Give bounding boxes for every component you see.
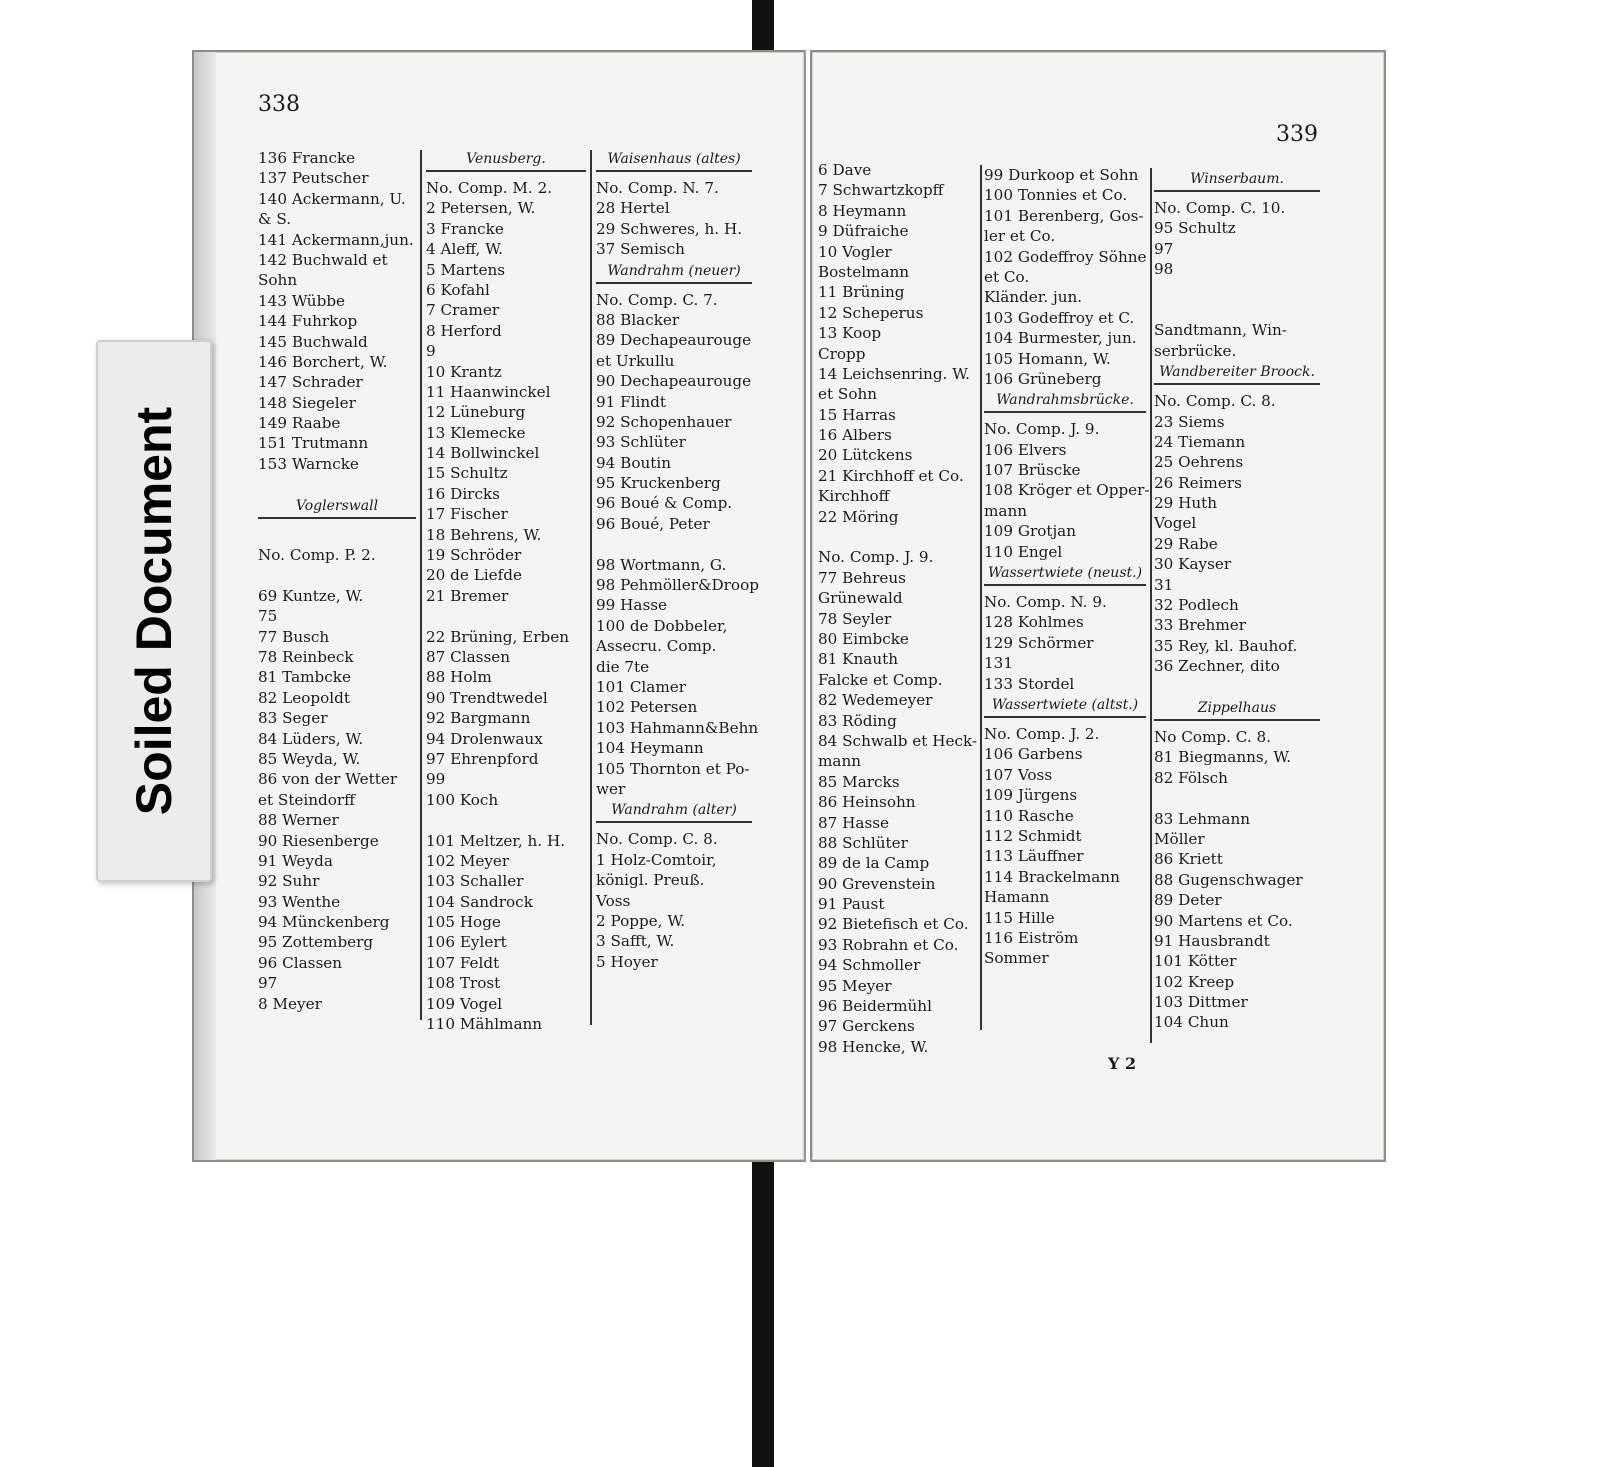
directory-entry: Bostelmann bbox=[818, 262, 910, 281]
directory-entry: 137 Peutscher bbox=[258, 169, 369, 188]
directory-entry: 84 Schwalb et Heck- bbox=[818, 731, 978, 750]
directory-entry: 107 Brüscke bbox=[984, 461, 1081, 480]
spacer bbox=[258, 565, 416, 585]
directory-entry: 13 Klemecke bbox=[426, 423, 526, 442]
directory-entry: 28 Hertel bbox=[596, 199, 670, 218]
directory-entry: 95 Zottemberg bbox=[258, 933, 374, 952]
directory-entry: 92 Bietefisch et Co. bbox=[818, 915, 969, 934]
directory-entry: 141 Ackermann,jun. bbox=[258, 230, 414, 249]
directory-entry: 2 Poppe, W. bbox=[596, 911, 686, 930]
spacer bbox=[596, 534, 752, 554]
spacer bbox=[1154, 677, 1320, 697]
directory-entry: 78 Reinbeck bbox=[258, 647, 354, 666]
directory-entry: 25 Oehrens bbox=[1154, 453, 1244, 472]
directory-entry: et Sohn bbox=[818, 385, 878, 404]
directory-entry: 105 Homann, W. bbox=[984, 349, 1111, 368]
directory-entry: 30 Kayser bbox=[1154, 555, 1232, 574]
directory-entry: 90 Grevenstein bbox=[818, 874, 936, 893]
directory-entry: 110 Engel bbox=[984, 542, 1063, 561]
binding-strip-bottom bbox=[752, 1150, 774, 1467]
directory-entry: 99 Durkoop et Sohn bbox=[984, 166, 1139, 184]
directory-entry: 89 de la Camp bbox=[818, 854, 930, 873]
directory-entry: 142 Buchwald et bbox=[258, 250, 388, 269]
directory-entry: 146 Borchert, W. bbox=[258, 352, 388, 371]
directory-entry: 12 Lüneburg bbox=[426, 403, 526, 422]
directory-entry: 93 Robrahn et Co. bbox=[818, 935, 959, 954]
directory-entry: 102 Kreep bbox=[1154, 972, 1235, 991]
directory-entry: 7 Cramer bbox=[426, 301, 500, 320]
directory-entry: 18 Behrens, W. bbox=[426, 525, 542, 544]
directory-entry: Möller bbox=[1154, 829, 1205, 848]
directory-entry: 78 Seyler bbox=[818, 609, 892, 628]
directory-entry: 112 Schmidt bbox=[984, 826, 1082, 845]
directory-entry: 5 Hoyer bbox=[596, 952, 658, 971]
directory-entry: 33 Brehmer bbox=[1154, 616, 1246, 635]
directory-entry: 92 Bargmann bbox=[426, 709, 531, 728]
directory-entry: 115 Hille bbox=[984, 908, 1055, 927]
directory-entry: 90 Dechapeaurouge bbox=[596, 372, 752, 391]
directory-entry: 2 Petersen, W. bbox=[426, 199, 536, 218]
directory-entry: No Comp. C. 8. bbox=[1154, 727, 1272, 746]
directory-entry: 15 Harras bbox=[818, 405, 896, 424]
directory-entry: 98 Hencke, W. bbox=[818, 1037, 929, 1056]
directory-entry: 21 Bremer bbox=[426, 586, 509, 605]
directory-entry: 31 bbox=[1154, 575, 1174, 594]
directory-entry: 95 Schultz bbox=[1154, 219, 1236, 238]
directory-entry: Voss bbox=[596, 891, 631, 910]
directory-entry: 105 Hoge bbox=[426, 913, 501, 932]
directory-entry: 96 Boué & Comp. bbox=[596, 494, 733, 513]
directory-entry: Assecru. Comp. bbox=[596, 637, 717, 656]
directory-entry: 102 Meyer bbox=[426, 851, 510, 870]
spacer bbox=[258, 474, 416, 494]
directory-entry: 10 Krantz bbox=[426, 362, 502, 381]
directory-entry: No. Comp. C. 10. bbox=[1154, 199, 1286, 217]
directory-entry: Vogel bbox=[1154, 514, 1197, 533]
directory-entry: Sohn bbox=[258, 271, 298, 290]
directory-entry: 3 Safft, W. bbox=[596, 932, 675, 951]
directory-entry: 97 Gerckens bbox=[818, 1017, 915, 1036]
directory-entry: 97 bbox=[1154, 239, 1174, 258]
directory-entry: 77 Busch bbox=[258, 627, 330, 646]
section-heading: Wassertwiete (altst.) bbox=[984, 694, 1146, 718]
directory-entry: 129 Schörmer bbox=[984, 633, 1094, 652]
directory-entry: 6 Kofahl bbox=[426, 280, 490, 299]
directory-entry: 14 Leichsenring. W. bbox=[818, 364, 970, 383]
directory-entry: wer bbox=[596, 779, 626, 798]
directory-entry: 69 Kuntze, W. bbox=[258, 586, 364, 605]
section-heading: Wandrahm (neuer) bbox=[596, 260, 752, 284]
section-heading: Wandrahmsbrücke. bbox=[984, 389, 1146, 413]
directory-entry: 100 Koch bbox=[426, 790, 499, 809]
directory-entry: 143 Wübbe bbox=[258, 291, 346, 310]
directory-entry: 133 Stordel bbox=[984, 674, 1075, 693]
directory-entry: 98 Pehmöller&Droop bbox=[596, 576, 759, 595]
directory-entry: 88 Blacker bbox=[596, 310, 680, 329]
directory-entry: 113 Läuffner bbox=[984, 847, 1084, 866]
directory-entry: 11 Haanwinckel bbox=[426, 382, 551, 401]
directory-entry: 82 Leopoldt bbox=[258, 688, 350, 707]
directory-entry: 8 Heymann bbox=[818, 201, 907, 220]
directory-entry: 98 bbox=[1154, 260, 1174, 279]
directory-entry: 82 Wedemeyer bbox=[818, 691, 933, 710]
directory-entry: 95 Kruckenberg bbox=[596, 474, 721, 493]
section-heading: Waisenhaus (altes) bbox=[596, 148, 752, 172]
directory-entry: 6 Dave bbox=[818, 161, 872, 179]
directory-entry: Grünewald bbox=[818, 589, 903, 608]
spacer bbox=[1154, 300, 1320, 320]
directory-entry: 81 Biegmanns, W. bbox=[1154, 748, 1292, 767]
spacer bbox=[818, 527, 976, 547]
section-heading: Wandrahm (alter) bbox=[596, 799, 752, 823]
section-heading: Wassertwiete (neust.) bbox=[984, 562, 1146, 586]
section-heading: Zippelhaus bbox=[1154, 697, 1320, 721]
directory-entry: 108 Trost bbox=[426, 974, 501, 993]
directory-entry: 99 bbox=[426, 770, 446, 789]
directory-entry: 96 Beidermühl bbox=[818, 997, 932, 1016]
directory-entry: 32 Podlech bbox=[1154, 596, 1239, 615]
directory-entry: Kländer. jun. bbox=[984, 288, 1083, 307]
directory-entry: 13 Koop bbox=[818, 324, 882, 343]
directory-entry: 91 Flindt bbox=[596, 392, 667, 411]
directory-entry: 97 bbox=[258, 974, 278, 993]
directory-entry: 9 bbox=[426, 342, 436, 361]
directory-entry: 9 Düfraiche bbox=[818, 222, 909, 241]
directory-entry: 84 Lüders, W. bbox=[258, 729, 364, 748]
section-heading: Winserbaum. bbox=[1154, 168, 1320, 192]
directory-entry: 103 Hahmann&Behn bbox=[596, 718, 759, 737]
directory-entry: 93 Wenthe bbox=[258, 892, 341, 911]
directory-entry: 90 Martens et Co. bbox=[1154, 911, 1293, 930]
spacer bbox=[426, 606, 586, 626]
column-divider bbox=[420, 150, 422, 1020]
directory-entry: 81 Tambcke bbox=[258, 668, 351, 687]
directory-entry: 21 Kirchhoff et Co. bbox=[818, 466, 964, 485]
directory-entry: 29 Huth bbox=[1154, 494, 1218, 513]
directory-entry: 110 Mählmann bbox=[426, 1015, 543, 1034]
directory-entry: 94 Schmoller bbox=[818, 956, 921, 975]
directory-entry: et Steindorff bbox=[258, 790, 355, 809]
directory-entry: 104 Chun bbox=[1154, 1013, 1229, 1032]
directory-entry: 104 Burmester, jun. bbox=[984, 329, 1137, 348]
directory-entry: 10 Vogler bbox=[818, 242, 892, 261]
directory-entry: 89 Deter bbox=[1154, 891, 1222, 910]
section-heading: Voglerswall bbox=[258, 495, 416, 519]
directory-entry: 136 Francke bbox=[258, 149, 356, 167]
directory-entry: 92 Suhr bbox=[258, 872, 320, 891]
directory-entry: 82 Fölsch bbox=[1154, 768, 1228, 787]
directory-entry: 94 Münckenberg bbox=[258, 913, 390, 932]
directory-entry: 83 Röding bbox=[818, 711, 897, 730]
directory-entry: 83 Lehmann bbox=[1154, 809, 1251, 828]
directory-entry: 7 Schwartzkopff bbox=[818, 181, 944, 200]
column-divider bbox=[980, 165, 982, 1030]
directory-entry: 92 Schopenhauer bbox=[596, 412, 732, 431]
directory-entry: 86 Kriett bbox=[1154, 850, 1223, 869]
directory-entry: No. Comp. N. 9. bbox=[984, 593, 1107, 612]
directory-entry: 103 Schaller bbox=[426, 872, 524, 891]
directory-entry: 17 Fischer bbox=[426, 505, 508, 524]
directory-entry: 90 Trendtwedel bbox=[426, 688, 548, 707]
directory-entry: Cropp bbox=[818, 344, 866, 363]
directory-entry: 3 Francke bbox=[426, 219, 504, 238]
directory-entry: 86 Heinsohn bbox=[818, 793, 916, 812]
directory-entry: 97 Ehrenpford bbox=[426, 749, 539, 768]
directory-entry: 20 de Liefde bbox=[426, 566, 522, 585]
directory-entry: 101 Berenberg, Gos- bbox=[984, 206, 1144, 225]
directory-entry: 22 Brüning, Erben bbox=[426, 627, 569, 646]
directory-entry: serbrücke. bbox=[1154, 341, 1237, 360]
directory-entry: 106 Elvers bbox=[984, 440, 1067, 459]
directory-entry: 91 Paust bbox=[818, 895, 885, 914]
directory-entry: königl. Preuß. bbox=[596, 871, 705, 890]
directory-entry: No. Comp. C. 8. bbox=[596, 830, 718, 849]
left-page-number: 338 bbox=[258, 92, 300, 117]
directory-entry: 16 Albers bbox=[818, 426, 892, 445]
directory-entry: mann bbox=[984, 501, 1028, 520]
directory-entry: 8 Herford bbox=[426, 321, 502, 340]
directory-entry: 23 Siems bbox=[1154, 412, 1225, 431]
directory-entry: 5 Martens bbox=[426, 260, 506, 279]
directory-entry: 96 Boué, Peter bbox=[596, 514, 710, 533]
directory-entry: 15 Schultz bbox=[426, 464, 508, 483]
directory-entry: 105 Thornton et Po- bbox=[596, 759, 750, 778]
directory-entry: Sandtmann, Win- bbox=[1154, 321, 1287, 340]
spacer bbox=[1154, 788, 1320, 808]
stamp-text: Soiled Document bbox=[126, 406, 182, 816]
directory-entry: 98 Wortmann, G. bbox=[596, 555, 727, 574]
directory-entry: 109 Jürgens bbox=[984, 786, 1078, 805]
right-column-3 bbox=[1154, 168, 1320, 1033]
directory-entry: No. Comp. P. 2. bbox=[258, 546, 376, 565]
directory-entry: 102 Petersen bbox=[596, 698, 698, 717]
directory-entry: et Urkullu bbox=[596, 351, 675, 370]
right-column-2 bbox=[984, 165, 1150, 969]
directory-entry: 107 Voss bbox=[984, 765, 1053, 784]
left-column-2 bbox=[426, 148, 586, 1034]
directory-entry: 75 bbox=[258, 607, 278, 626]
directory-entry: 88 Holm bbox=[426, 668, 492, 687]
directory-entry: 140 Ackermann, U. bbox=[258, 189, 406, 208]
directory-entry: 101 Kötter bbox=[1154, 952, 1237, 971]
directory-entry: 88 Werner bbox=[258, 811, 339, 830]
directory-entry: 4 Aleff, W. bbox=[426, 240, 503, 259]
left-column-3 bbox=[596, 148, 759, 972]
directory-entry: 94 Boutin bbox=[596, 453, 671, 472]
directory-entry: 85 Marcks bbox=[818, 772, 900, 791]
directory-entry: 77 Behreus bbox=[818, 568, 906, 587]
right-page-number: 339 bbox=[1276, 122, 1318, 147]
signature-mark: Y 2 bbox=[1108, 1054, 1137, 1073]
directory-entry: 104 Sandrock bbox=[426, 892, 533, 911]
directory-entry: 144 Fuhrkop bbox=[258, 312, 358, 331]
directory-entry: 106 Grüneberg bbox=[984, 369, 1102, 388]
directory-entry: Hamann bbox=[984, 888, 1050, 907]
spacer bbox=[258, 525, 416, 545]
directory-entry: 106 Eylert bbox=[426, 933, 507, 952]
directory-entry: & S. bbox=[258, 210, 292, 229]
directory-entry: No. Comp. J. 2. bbox=[984, 724, 1100, 743]
directory-entry: 128 Kohlmes bbox=[984, 613, 1084, 632]
directory-entry: Falcke et Comp. bbox=[818, 670, 943, 689]
directory-entry: 131 bbox=[984, 654, 1013, 673]
directory-entry: 8 Meyer bbox=[258, 994, 322, 1013]
directory-entry: 114 Brackelmann bbox=[984, 867, 1120, 886]
soiled-document-stamp bbox=[96, 340, 212, 882]
directory-entry: 96 Classen bbox=[258, 953, 343, 972]
directory-entry: 94 Drolenwaux bbox=[426, 729, 543, 748]
directory-entry: 87 Hasse bbox=[818, 813, 890, 832]
directory-entry: 109 Grotjan bbox=[984, 522, 1077, 541]
directory-entry: 87 Classen bbox=[426, 647, 511, 666]
directory-entry: No. Comp. C. 7. bbox=[596, 290, 718, 309]
directory-entry: 37 Semisch bbox=[596, 240, 685, 259]
directory-entry: 108 Kröger et Opper- bbox=[984, 481, 1150, 500]
directory-entry: 153 Warncke bbox=[258, 454, 359, 473]
directory-entry: 149 Raabe bbox=[258, 414, 341, 433]
directory-entry: 110 Rasche bbox=[984, 806, 1074, 825]
directory-entry: mann bbox=[818, 752, 862, 771]
directory-entry: 148 Siegeler bbox=[258, 393, 356, 412]
directory-entry: No. Comp. M. 2. bbox=[426, 179, 553, 197]
directory-entry: 14 Bollwinckel bbox=[426, 444, 540, 463]
column-divider bbox=[1150, 168, 1152, 1043]
directory-entry: 80 Eimbcke bbox=[818, 629, 909, 648]
directory-entry: 36 Zechner, dito bbox=[1154, 657, 1280, 676]
directory-entry: 35 Rey, kl. Bauhof. bbox=[1154, 636, 1298, 655]
directory-entry: 81 Knauth bbox=[818, 650, 899, 669]
column-divider bbox=[590, 150, 592, 1025]
directory-entry: 90 Riesenberge bbox=[258, 831, 379, 850]
directory-entry: 147 Schrader bbox=[258, 373, 363, 392]
directory-entry: 91 Hausbrandt bbox=[1154, 931, 1270, 950]
section-heading: Wandbereiter Broock. bbox=[1154, 361, 1320, 385]
directory-entry: 88 Schlüter bbox=[818, 833, 908, 852]
directory-entry: 151 Trutmann bbox=[258, 434, 369, 453]
spacer bbox=[426, 810, 586, 830]
directory-entry: 101 Meltzer, h. H. bbox=[426, 831, 566, 850]
directory-entry: 85 Weyda, W. bbox=[258, 749, 361, 768]
directory-entry: No. Comp. N. 7. bbox=[596, 179, 719, 197]
directory-entry: 19 Schröder bbox=[426, 546, 522, 565]
section-heading: Venusberg. bbox=[426, 148, 586, 172]
directory-entry: Kirchhoff bbox=[818, 487, 890, 506]
directory-entry: 101 Clamer bbox=[596, 677, 686, 696]
directory-entry: 100 de Dobbeler, bbox=[596, 616, 728, 635]
directory-entry: 103 Godeffroy et C. bbox=[984, 308, 1135, 327]
directory-entry: 104 Heymann bbox=[596, 739, 704, 758]
right-column-1 bbox=[818, 160, 976, 1057]
directory-entry: 91 Weyda bbox=[258, 851, 333, 870]
directory-entry: 89 Dechapeaurouge bbox=[596, 331, 752, 350]
directory-entry: 93 Schlüter bbox=[596, 433, 686, 452]
directory-entry: 29 Schweres, h. H. bbox=[596, 219, 743, 238]
directory-entry: 95 Meyer bbox=[818, 976, 892, 995]
spacer bbox=[1154, 280, 1320, 300]
directory-entry: 103 Dittmer bbox=[1154, 993, 1248, 1012]
directory-entry: Sommer bbox=[984, 949, 1049, 968]
directory-entry: No. Comp. J. 9. bbox=[984, 420, 1100, 439]
directory-entry: 107 Feldt bbox=[426, 953, 500, 972]
directory-entry: 86 von der Wetter bbox=[258, 770, 398, 789]
directory-entry: 109 Vogel bbox=[426, 994, 503, 1013]
directory-entry: 29 Rabe bbox=[1154, 534, 1218, 553]
directory-entry: 83 Seger bbox=[258, 709, 328, 728]
directory-entry: 12 Scheperus bbox=[818, 303, 924, 322]
directory-entry: die 7te bbox=[596, 657, 650, 676]
directory-entry: 102 Godeffroy Söhne bbox=[984, 247, 1147, 266]
left-column-1 bbox=[258, 148, 416, 1014]
directory-entry: No. Comp. J. 9. bbox=[818, 548, 934, 567]
directory-entry: 26 Reimers bbox=[1154, 473, 1242, 492]
directory-entry: 16 Dircks bbox=[426, 484, 500, 503]
directory-entry: et Co. bbox=[984, 267, 1030, 286]
directory-entry: 145 Buchwald bbox=[258, 332, 368, 351]
directory-entry: 116 Eiström bbox=[984, 928, 1079, 947]
directory-entry: ler et Co. bbox=[984, 227, 1056, 246]
directory-entry: 88 Gugenschwager bbox=[1154, 870, 1303, 889]
directory-entry: 99 Hasse bbox=[596, 596, 668, 615]
directory-entry: 106 Garbens bbox=[984, 745, 1083, 764]
directory-entry: 1 Holz-Comtoir, bbox=[596, 850, 717, 869]
directory-entry: 24 Tiemann bbox=[1154, 432, 1246, 451]
directory-entry: 11 Brüning bbox=[818, 283, 905, 302]
directory-entry: 100 Tonnies et Co. bbox=[984, 186, 1128, 205]
directory-entry: 20 Lütckens bbox=[818, 446, 913, 465]
directory-entry: No. Comp. C. 8. bbox=[1154, 392, 1276, 411]
directory-entry: 22 Möring bbox=[818, 507, 899, 526]
